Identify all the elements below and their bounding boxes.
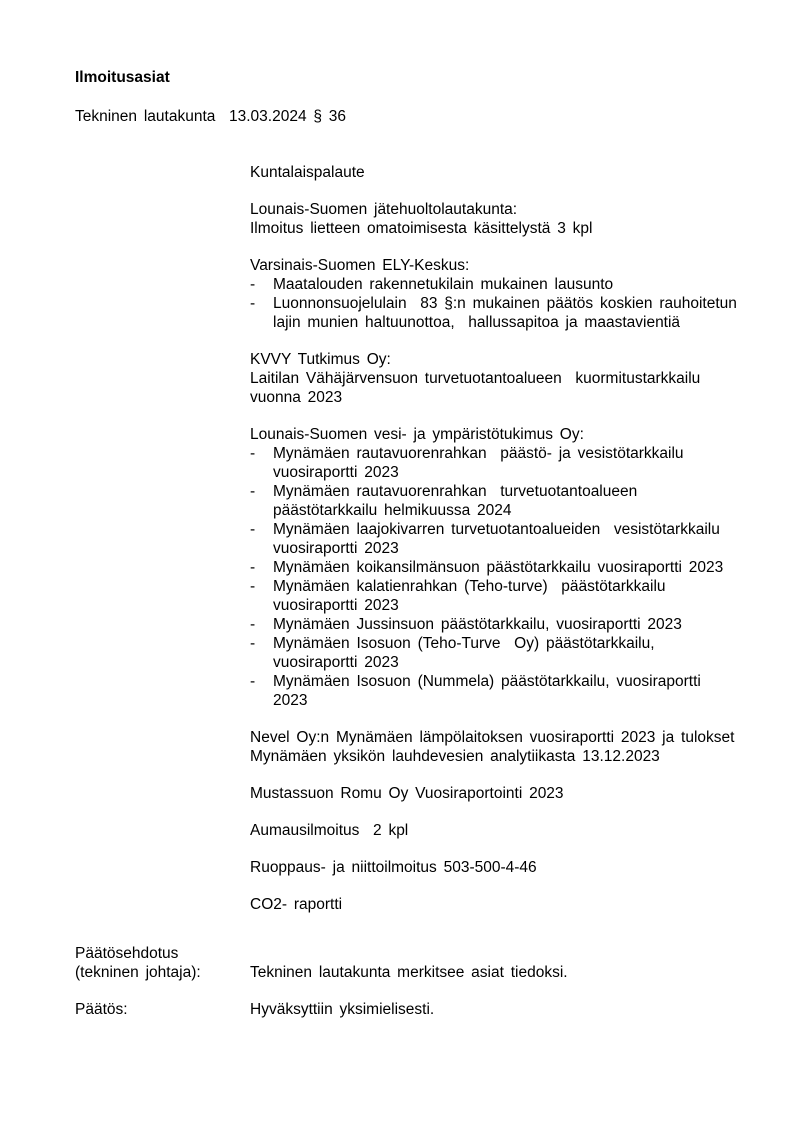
content-block xyxy=(250,784,740,803)
text-line: vuonna 2023 xyxy=(250,389,343,406)
text-line: Päätös: xyxy=(75,1001,128,1018)
bullet-item xyxy=(250,615,740,634)
text-line: Mynämäen Isosuon (Nummela) päästötarkkailu, vuosiraportti xyxy=(273,673,701,690)
bullet-dash-icon: - xyxy=(250,673,256,690)
text-line: Päätösehdotus xyxy=(75,945,179,962)
text-line: Maatalouden rakennetukilain mukainen lausunto xyxy=(273,276,614,293)
text-line: Laitilan Vähäjärvensuon turvetuotantoalueen kuormitustarkkailu xyxy=(250,370,701,387)
text-line: lajin munien haltuunottoa, hallussapitoa ja maastavientiä xyxy=(273,314,681,331)
bullet-dash-icon: - xyxy=(250,635,256,652)
bullet-item xyxy=(250,558,740,577)
content-block xyxy=(250,200,740,238)
bullet-text xyxy=(273,558,740,577)
bullet-text xyxy=(273,444,740,482)
text-line: vuosiraportti 2023 xyxy=(273,654,399,671)
text-line: Lounais-Suomen vesi- ja ympäristötukimus Oy: xyxy=(250,426,584,443)
bullet-text xyxy=(273,520,740,558)
bullet-item xyxy=(250,444,740,482)
bullet-text xyxy=(273,672,740,710)
decision-rows xyxy=(75,944,754,1019)
content-block xyxy=(250,858,740,877)
bullet-item xyxy=(250,672,740,710)
bullet-item xyxy=(250,634,740,672)
content-block xyxy=(250,350,740,407)
bullet-dash-icon: - xyxy=(250,616,256,633)
bullet-text xyxy=(273,577,740,615)
bullet-dash-icon: - xyxy=(250,521,256,538)
bullet-text xyxy=(273,275,740,294)
bullet-dash-icon: - xyxy=(250,559,256,576)
decision-label xyxy=(75,1000,250,1019)
text-line: Ruoppaus- ja niittoilmoitus 503-500-4-46 xyxy=(250,859,537,876)
text-line: CO2- raportti xyxy=(250,896,343,913)
text-line: Mynämäen kalatienrahkan (Teho-turve) päästötarkkailu xyxy=(273,578,666,595)
text-line: Mynämäen yksikön lauhdevesien analytiikasta 13.12.2023 xyxy=(250,748,660,765)
content-block xyxy=(250,425,740,710)
decision-row xyxy=(75,1000,754,1019)
decision-text: Tekninen lautakunta merkitsee asiat tiedoksi. xyxy=(250,964,568,981)
bullet-item xyxy=(250,275,740,294)
page-subtitle: Tekninen lautakunta 13.03.2024 § 36 xyxy=(75,108,347,125)
bullet-item xyxy=(250,482,740,520)
bullet-dash-icon: - xyxy=(250,276,256,293)
text-line: Mynämäen rautavuorenrahkan päästö- ja vesistötarkkailu xyxy=(273,445,684,462)
text-line: Mynämäen rautavuorenrahkan turvetuotantoalueen xyxy=(273,483,638,500)
page-title: Ilmoitusasiat xyxy=(75,69,170,86)
text-line: Mynämäen Isosuon (Teho-Turve Oy) päästötarkkailu, xyxy=(273,635,655,652)
text-line: Mynämäen Jussinsuon päästötarkkailu, vuosiraportti 2023 xyxy=(273,616,682,633)
text-line: Mynämäen laajokivarren turvetuotantoalueiden vesistötarkkailu xyxy=(273,521,720,538)
decision-label xyxy=(75,944,250,982)
text-line: Nevel Oy:n Mynämäen lämpölaitoksen vuosiraportti 2023 ja tulokset xyxy=(250,729,735,746)
bullet-dash-icon: - xyxy=(250,445,256,462)
text-line: Lounais-Suomen jätehuoltolautakunta: xyxy=(250,201,518,218)
text-line: Mustassuon Romu Oy Vuosiraportointi 2023 xyxy=(250,785,564,802)
text-line: Ilmoitus lietteen omatoimisesta käsittelystä 3 kpl xyxy=(250,220,593,237)
bullet-item xyxy=(250,520,740,558)
text-line: Aumausilmoitus 2 kpl xyxy=(250,822,409,839)
text-line: vuosiraportti 2023 xyxy=(273,464,399,481)
bullet-item xyxy=(250,294,740,332)
content-block xyxy=(250,256,740,332)
content-block xyxy=(250,163,740,182)
bullet-text xyxy=(273,294,740,332)
bullet-item xyxy=(250,577,740,615)
text-line: KVVY Tutkimus Oy: xyxy=(250,351,391,368)
content-blocks xyxy=(250,163,740,914)
text-line: Luonnonsuojelulain 83 §:n mukainen päätös koskien rauhoitetun xyxy=(273,295,737,312)
bullet-text xyxy=(273,482,740,520)
text-line: Kuntalaispalaute xyxy=(250,164,365,181)
content-block xyxy=(250,821,740,840)
text-line: Mynämäen koikansilmänsuon päästötarkkailu vuosiraportti 2023 xyxy=(273,559,724,576)
bullet-dash-icon: - xyxy=(250,295,256,312)
bullet-text xyxy=(273,615,740,634)
bullet-dash-icon: - xyxy=(250,483,256,500)
text-line: Varsinais-Suomen ELY-Keskus: xyxy=(250,257,470,274)
text-line: päästötarkkailu helmikuussa 2024 xyxy=(273,502,512,519)
text-line: vuosiraportti 2023 xyxy=(273,540,399,557)
content-block xyxy=(250,895,740,914)
bullet-dash-icon: - xyxy=(250,578,256,595)
decision-row xyxy=(75,944,754,982)
text-line: 2023 xyxy=(273,692,308,709)
text-line: (tekninen johtaja): xyxy=(75,964,201,981)
decision-text: Hyväksyttiin yksimielisesti. xyxy=(250,1001,435,1018)
text-line: vuosiraportti 2023 xyxy=(273,597,399,614)
bullet-text xyxy=(273,634,740,672)
content-block xyxy=(250,728,740,766)
